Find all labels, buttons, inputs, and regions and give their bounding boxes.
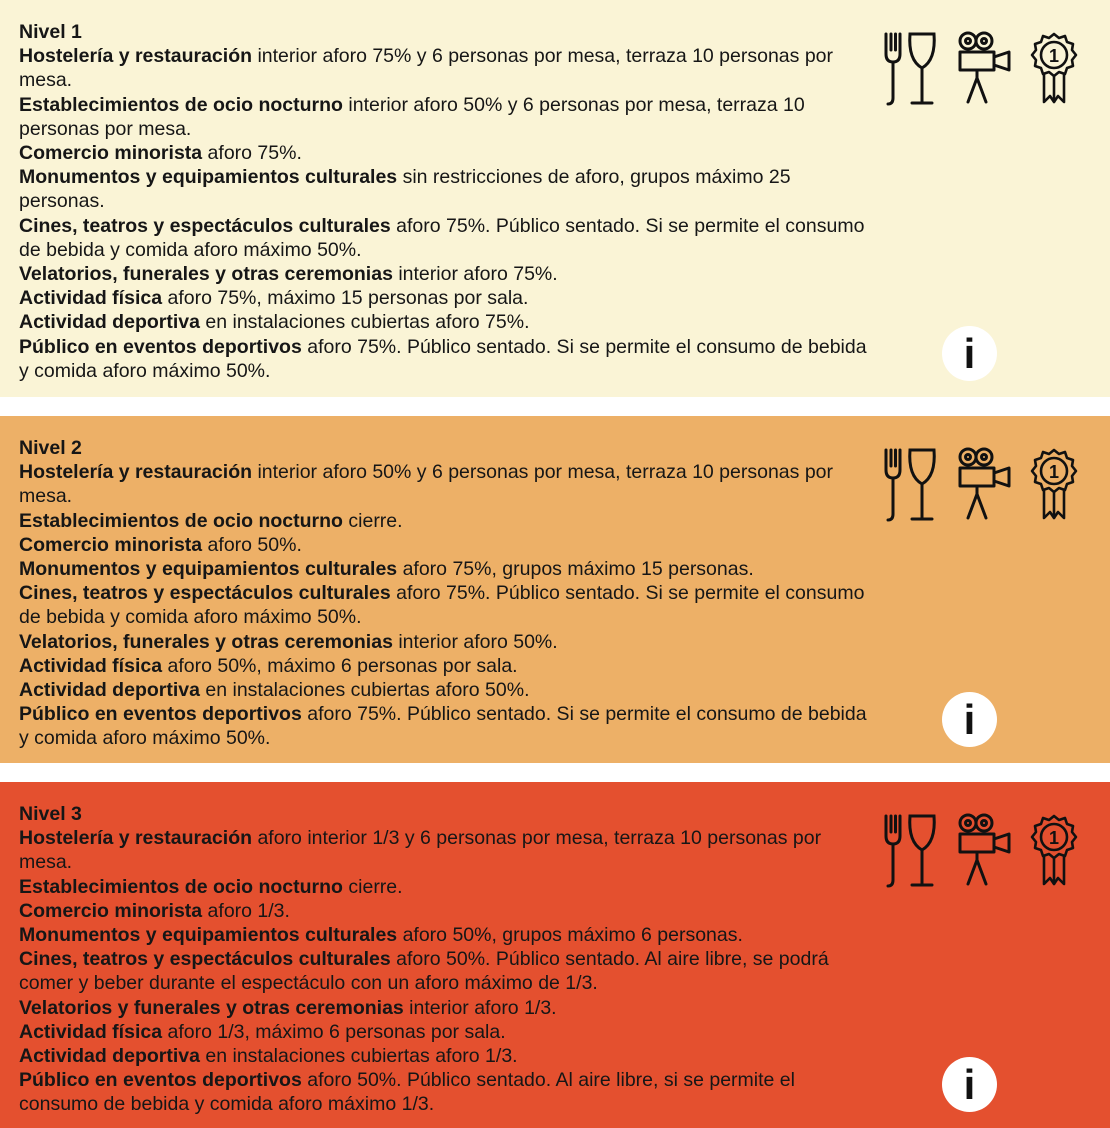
item-detail: aforo 1/3. <box>202 899 290 922</box>
item-label: Monumentos y equipamientos culturales <box>19 558 398 581</box>
item-detail: aforo 75%. Público sentado. Si se permite el consumo de bebida y comida aforo máximo 50%. <box>19 214 865 261</box>
info-button[interactable]: i <box>942 1057 997 1112</box>
item-detail: sin restricciones de aforo, grupos máximo 25 personas. <box>19 166 791 213</box>
item-detail: aforo 1/3, máximo 6 personas por sala. <box>162 1020 506 1043</box>
item-detail: interior aforo 1/3. <box>403 996 557 1019</box>
level-item <box>19 654 869 678</box>
level-item <box>19 214 869 262</box>
movie-camera-icon <box>954 812 1014 890</box>
item-label: Actividad deportiva <box>19 311 200 334</box>
level-item <box>19 93 869 141</box>
level-title: Nivel 1 <box>19 21 82 43</box>
item-label: Comercio minorista <box>19 899 203 922</box>
award-medal-icon <box>1030 446 1078 524</box>
level-1-icons <box>882 30 1082 110</box>
item-detail: cierre. <box>342 875 403 898</box>
item-detail: cierre. <box>342 509 403 532</box>
item-detail: interior aforo 75%. <box>392 263 558 286</box>
item-label: Público en eventos deportivos <box>19 335 302 358</box>
level-item <box>19 44 869 92</box>
item-label: Actividad deportiva <box>19 1045 200 1068</box>
level-item <box>19 947 869 995</box>
item-detail: en instalaciones cubiertas aforo 75%. <box>199 311 530 334</box>
level-title: Nivel 3 <box>19 803 82 825</box>
level-2-panel <box>0 416 1110 763</box>
level-item <box>19 1044 869 1068</box>
item-label: Monumentos y equipamientos culturales <box>19 924 398 947</box>
movie-camera-icon <box>954 30 1014 108</box>
item-label: Comercio minorista <box>19 533 203 556</box>
item-label: Actividad física <box>19 654 163 677</box>
level-item <box>19 165 869 213</box>
level-item <box>19 509 869 533</box>
item-label: Velatorios, funerales y otras ceremonias <box>19 630 393 653</box>
level-item <box>19 286 869 310</box>
item-detail: aforo 75%. Público sentado. Si se permite el consumo de bebida y comida aforo máximo 50%. <box>19 582 865 629</box>
item-detail: en instalaciones cubiertas aforo 50%. <box>199 679 530 702</box>
level-item <box>19 826 869 874</box>
level-item <box>19 1020 869 1044</box>
item-detail: interior aforo 50% y 6 personas por mesa, terraza 10 personas por mesa. <box>19 93 805 140</box>
medal-number: 1 <box>1048 46 1060 66</box>
item-detail: aforo 75%. <box>202 142 302 165</box>
item-label: Cines, teatros y espectáculos culturales <box>19 582 391 605</box>
medal-number: 1 <box>1048 462 1060 482</box>
item-label: Hostelería y restauración <box>19 827 253 850</box>
level-item <box>19 875 869 899</box>
item-detail: aforo 50%, máximo 6 personas por sala. <box>162 654 518 677</box>
level-1-panel <box>0 0 1110 397</box>
item-detail: aforo interior 1/3 y 6 personas por mesa, terraza 10 personas por mesa. <box>19 827 822 874</box>
level-2-text <box>19 436 869 751</box>
award-medal-icon <box>1030 30 1078 108</box>
level-1-text <box>19 20 869 383</box>
level-item <box>19 460 869 508</box>
level-item <box>19 557 869 581</box>
level-item <box>19 899 869 923</box>
item-label: Actividad deportiva <box>19 679 200 702</box>
item-label: Velatorios y funerales y otras ceremonias <box>19 996 404 1019</box>
level-item <box>19 702 869 750</box>
item-label: Actividad física <box>19 287 163 310</box>
medal-number: 1 <box>1048 828 1060 848</box>
level-3-icons <box>882 812 1082 892</box>
level-item <box>19 1068 869 1116</box>
item-detail: aforo 75%, máximo 15 personas por sala. <box>162 287 529 310</box>
item-label: Hostelería y restauración <box>19 45 253 68</box>
level-item <box>19 630 869 654</box>
item-label: Monumentos y equipamientos culturales <box>19 166 398 189</box>
item-label: Público en eventos deportivos <box>19 1069 302 1092</box>
item-label: Velatorios, funerales y otras ceremonias <box>19 263 393 286</box>
level-item <box>19 678 869 702</box>
info-button[interactable]: i <box>942 326 997 381</box>
item-detail: interior aforo 50% y 6 personas por mesa, terraza 10 personas por mesa. <box>19 461 834 508</box>
fork-glass-icon <box>882 30 940 108</box>
level-item <box>19 581 869 629</box>
item-detail: en instalaciones cubiertas aforo 1/3. <box>199 1045 518 1068</box>
item-detail: interior aforo 75% y 6 personas por mesa, terraza 10 personas por mesa. <box>19 45 834 92</box>
info-button[interactable]: i <box>942 692 997 747</box>
level-item <box>19 923 869 947</box>
level-2-icons <box>882 446 1082 526</box>
item-detail: aforo 75%. Público sentado. Si se permite el consumo de bebida y comida aforo máximo 50%. <box>19 335 867 382</box>
item-detail: aforo 50%. Público sentado. Al aire libre, se podrá comer y beber durante el espectáculo con un aforo máximo de 1/3. <box>19 948 829 995</box>
item-label: Cines, teatros y espectáculos culturales <box>19 214 391 237</box>
item-label: Establecimientos de ocio nocturno <box>19 93 343 116</box>
level-item <box>19 996 869 1020</box>
fork-glass-icon <box>882 812 940 890</box>
item-detail: aforo 75%. Público sentado. Si se permite el consumo de bebida y comida aforo máximo 50%. <box>19 703 867 750</box>
item-label: Establecimientos de ocio nocturno <box>19 509 343 532</box>
item-label: Actividad física <box>19 1020 163 1043</box>
level-item <box>19 262 869 286</box>
level-3-panel <box>0 782 1110 1128</box>
item-label: Establecimientos de ocio nocturno <box>19 875 343 898</box>
level-item <box>19 310 869 334</box>
item-label: Comercio minorista <box>19 142 203 165</box>
item-label: Cines, teatros y espectáculos culturales <box>19 948 391 971</box>
item-label: Hostelería y restauración <box>19 461 253 484</box>
item-detail: interior aforo 50%. <box>392 630 558 653</box>
item-label: Público en eventos deportivos <box>19 703 302 726</box>
level-item <box>19 141 869 165</box>
fork-glass-icon <box>882 446 940 524</box>
item-detail: aforo 75%, grupos máximo 15 personas. <box>397 558 754 581</box>
level-title: Nivel 2 <box>19 437 82 459</box>
item-detail: aforo 50%. <box>202 533 302 556</box>
level-item <box>19 335 869 383</box>
item-detail: aforo 50%, grupos máximo 6 personas. <box>397 924 743 947</box>
movie-camera-icon <box>954 446 1014 524</box>
item-detail: aforo 50%. Público sentado. Al aire libre, si se permite el consumo de bebida y comida aforo máximo 1/3. <box>19 1069 795 1116</box>
level-item <box>19 533 869 557</box>
level-3-text <box>19 802 869 1117</box>
award-medal-icon <box>1030 812 1078 890</box>
